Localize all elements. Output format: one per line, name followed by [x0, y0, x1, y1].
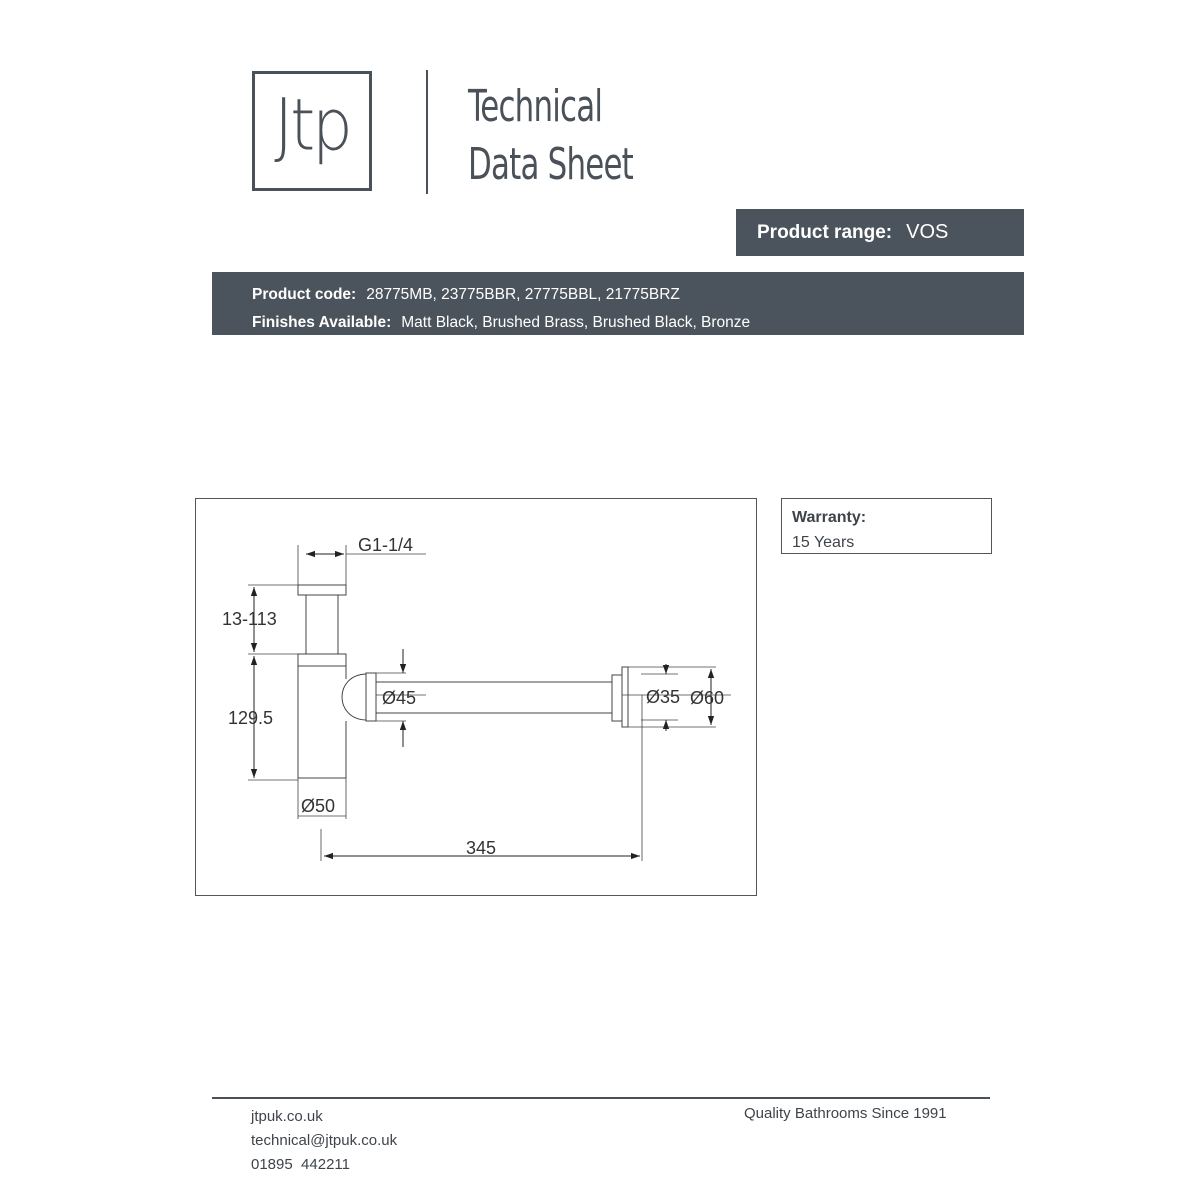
dim-flange-dia: Ø60: [690, 688, 725, 708]
wall-flange: [622, 667, 628, 727]
title-line-2: Data Sheet: [468, 139, 634, 190]
footer-website: jtpuk.co.uk: [251, 1108, 323, 1125]
title-line-1: Technical: [468, 81, 603, 132]
trap-knuckle: [342, 674, 366, 720]
dim-body-dia: Ø50: [301, 796, 336, 816]
footer-tagline: Quality Bathrooms Since 1991: [744, 1105, 947, 1122]
trap-body-collar: [298, 654, 346, 666]
pipe-collar: [612, 675, 622, 721]
dim-body-height: 129.5: [228, 708, 274, 728]
footer-email: technical@jtpuk.co.uk: [251, 1132, 398, 1149]
finishes-value: Matt Black, Brushed Brass, Brushed Black, Bronze: [401, 314, 751, 331]
warranty-label: Warranty:: [792, 509, 867, 526]
logo-text: Jtp: [274, 84, 350, 168]
product-code-value: 28775MB, 23775BBR, 27775BBL, 21775BRZ: [366, 286, 680, 303]
warranty-box: [781, 498, 992, 554]
product-code-label: Product code:: [252, 286, 357, 303]
footer-divider: [212, 1097, 990, 1099]
finishes-label: Finishes Available:: [252, 314, 392, 331]
product-range-value: VOS: [906, 221, 949, 243]
dim-pipe-dia: Ø35: [646, 687, 681, 707]
logo-divider: [426, 70, 428, 194]
dim-outlet-dia: Ø45: [382, 688, 417, 708]
footer-phone: 01895 442211: [251, 1156, 350, 1173]
product-code-row: [252, 281, 1024, 309]
finishes-row: [252, 309, 1024, 337]
dim-height-adjust: 13-113: [222, 609, 277, 629]
bottle-trap-drawing: [196, 499, 758, 897]
product-info-bar: [212, 272, 1024, 335]
warranty-value: 15 Years: [792, 534, 855, 551]
technical-drawing: [195, 498, 757, 896]
document-title: [468, 78, 633, 194]
product-range-bar: [736, 209, 1024, 256]
product-range-label: Product range:: [757, 222, 893, 243]
footer-contact: [251, 1105, 397, 1177]
dim-thread: G1-1/4: [358, 535, 414, 555]
jtp-logo: [252, 71, 372, 191]
trap-cap: [298, 585, 346, 595]
outlet-nut: [366, 673, 376, 721]
dim-length: 345: [466, 838, 497, 858]
